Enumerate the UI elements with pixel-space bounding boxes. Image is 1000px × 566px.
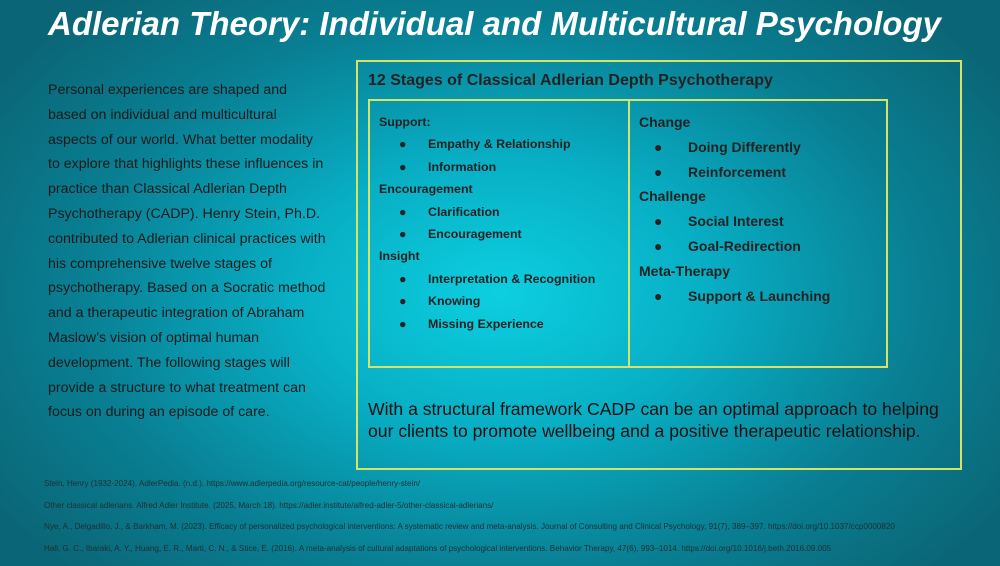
bullet-icon: ● [654, 138, 663, 155]
bullet-icon: ● [654, 213, 663, 230]
stage-item: ● Interpretation & Recognition [379, 268, 624, 290]
stage-group-heading: Change [639, 114, 691, 130]
reference-item: Hall, G. C., Ibaraki, A. Y., Huang, E. R., Marti, C. N., & Stice, E. (2016). A meta-analysis of cultural adaptations of psychological interventions. Behavior Therapy, 47(6), 993–1014. https://doi.org/10.1016/j.beth.2016.09.005 [44, 543, 832, 553]
intro-paragraph: Personal experiences are shaped and based on individual and multicultural aspects of our world. What better modality to explore that highlights these influences in practice than Classical Adlerian Depth Psychotherapy (CADP). Henry Stein, Ph.D. contributed to Adlerian clinical practices with his comprehensive twelve stages of psychotherapy. Based on a Socratic method and a therapeutic integration of Abraham Maslow’s vision of optimal human development. The following stages will provide a structure to what treatment can focus on during an episode of care. [48, 82, 326, 421]
stage-group-heading: Encouragement [379, 182, 473, 197]
stage-group-heading: Support: [379, 115, 431, 129]
stage-item: ● Support & Launching [639, 284, 884, 309]
reference-item: Other classical adlerians. Alfred Adler Institute. (2025, March 18). https://adler.institute/alfred-adler-5/other-classical-adlerians/ [44, 500, 494, 510]
stages-table [368, 99, 888, 368]
stages-panel [356, 60, 962, 470]
bullet-icon: ● [399, 137, 407, 152]
stage-item: ● Knowing [379, 290, 624, 312]
stages-left-column [379, 111, 624, 335]
stage-item: ● Social Interest [639, 209, 884, 234]
stage-group-heading: Insight [379, 249, 420, 264]
stage-item: ● Clarification [379, 201, 624, 223]
stage-group-heading: Meta-Therapy [639, 262, 731, 279]
reference-item: Stein, Henry (1932-2024). AdlerPedia. (n.d.). https://www.adlerpedia.org/resource-cat/people/henry-stein/ [44, 479, 421, 488]
stage-item: ● Doing Differently [639, 135, 884, 160]
stage-item: ● Encouragement [379, 223, 624, 245]
bullet-icon: ● [399, 204, 407, 219]
page-title: Adlerian Theory: Individual and Multicultural Psychology [48, 5, 941, 42]
references [44, 479, 984, 565]
stage-item: ● Information [379, 156, 624, 178]
bullet-icon: ● [399, 159, 407, 174]
stage-item: ● Empathy & Relationship [379, 133, 624, 155]
bullet-icon: ● [654, 287, 663, 304]
bullet-icon: ● [654, 163, 663, 180]
bullet-icon: ● [399, 294, 407, 309]
stages-right-column [639, 110, 884, 308]
stages-title: 12 Stages of Classical Adlerian Depth Psychotherapy [368, 72, 773, 89]
bullet-icon: ● [399, 227, 407, 242]
bullet-icon: ● [399, 271, 407, 286]
bullet-icon: ● [654, 237, 663, 254]
column-divider [628, 101, 630, 366]
stage-group-heading: Challenge [639, 188, 706, 205]
bullet-icon: ● [399, 316, 407, 331]
reference-item: Nye, A., Delgadillo, J., & Barkham, M. (2023). Efficacy of personalized psychological interventions: A systematic review and meta-analysis. Journal of Consulting and Clinical Psychology, 91(7), 389–397. https://doi.org/10.1037/ccp0000820 [44, 522, 895, 531]
stage-item: ● Reinforcement [639, 160, 884, 185]
closing-statement: With a structural framework CADP can be an optimal approach to helping our clients to promote wellbeing and a positive therapeutic relationship. [368, 399, 939, 441]
stage-item: ● Goal-Redirection [639, 234, 884, 259]
stage-item: ● Missing Experience [379, 313, 624, 335]
